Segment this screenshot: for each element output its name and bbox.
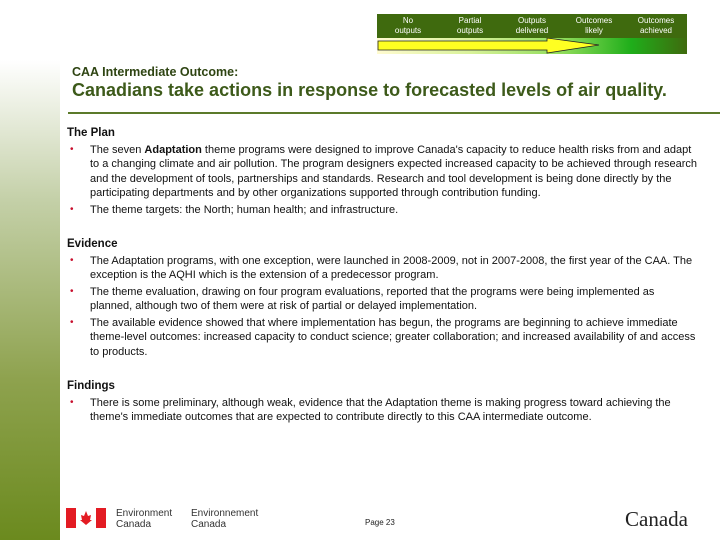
- list-item: • The theme targets: the North; human health; and infrastructure.: [70, 203, 399, 216]
- page-number: Page 23: [365, 518, 395, 527]
- outcome-label: CAA Intermediate Outcome:: [72, 65, 239, 79]
- bullet-icon: •: [70, 285, 74, 297]
- page-title: Canadians take actions in response to forecasted levels of air quality.: [72, 80, 667, 100]
- list-item: • The Adaptation programs, with one exception, were launched in 2008-2009, not in 2007-2008, the first year of the CAA. The exception is the AQHI which is the extension of a predecessor program.: [70, 254, 693, 281]
- dept-name-fr: Environnement Canada: [191, 508, 259, 530]
- stage-no-outputs: No outputs: [394, 16, 422, 35]
- bullet-icon: •: [70, 396, 74, 408]
- section-plan: [67, 126, 697, 217]
- section-heading: The Plan: [67, 127, 115, 139]
- bullet-icon: •: [70, 316, 74, 328]
- stage-partial-outputs: Partial outputs: [456, 16, 484, 35]
- canada-wordmark: Canada: [625, 507, 688, 531]
- bullet-icon: •: [70, 143, 74, 155]
- progress-arrow-icon: [377, 38, 687, 54]
- list-item: • The available evidence showed that where implementation has begun, the programs are beginning to achieve immediate theme-level outcomes: increased capacity to conduct science; greater collaboration; and increased availability of and access to products.: [70, 316, 696, 358]
- stage-outputs-delivered: Outputs delivered: [515, 16, 549, 35]
- dept-name-en: Environment Canada: [116, 508, 173, 530]
- stage-outcomes-achieved: Outcomes achieved: [637, 16, 675, 35]
- decorative-sidebar: [0, 0, 60, 540]
- body-content: [67, 126, 697, 445]
- progress-scale: [377, 14, 687, 54]
- section-heading: Evidence: [67, 238, 118, 250]
- title-divider: [68, 112, 720, 114]
- section-heading: Findings: [67, 380, 115, 392]
- bullet-icon: •: [70, 254, 74, 266]
- stage-outcomes-likely: Outcomes likely: [575, 16, 613, 35]
- list-item: • The theme evaluation, drawing on four program evaluations, reported that the programs were being implemented as planned, although two of them were at risk of partial or delayed implementation.: [70, 285, 655, 312]
- list-item: • The seven Adaptation theme programs were designed to improve Canada's capacity to reduce health risks from and adapt to a changing climate and air pollution. The program designers expected increased capacity to be achieved through research and the development of tools, partnerships and standards. Research and tool development is being done directly by the participating departments and by other organizations supported through contribution funding.: [70, 143, 697, 199]
- section-evidence: [67, 237, 697, 359]
- list-item: • There is some preliminary, although weak, evidence that the Adaptation theme is making progress toward achieving the theme's immediate outcomes that are expected to contribute directly to this CAA intermediate outcome.: [70, 396, 671, 423]
- canada-flag-icon: [66, 508, 106, 528]
- section-findings: [67, 379, 697, 425]
- bullet-icon: •: [70, 203, 74, 215]
